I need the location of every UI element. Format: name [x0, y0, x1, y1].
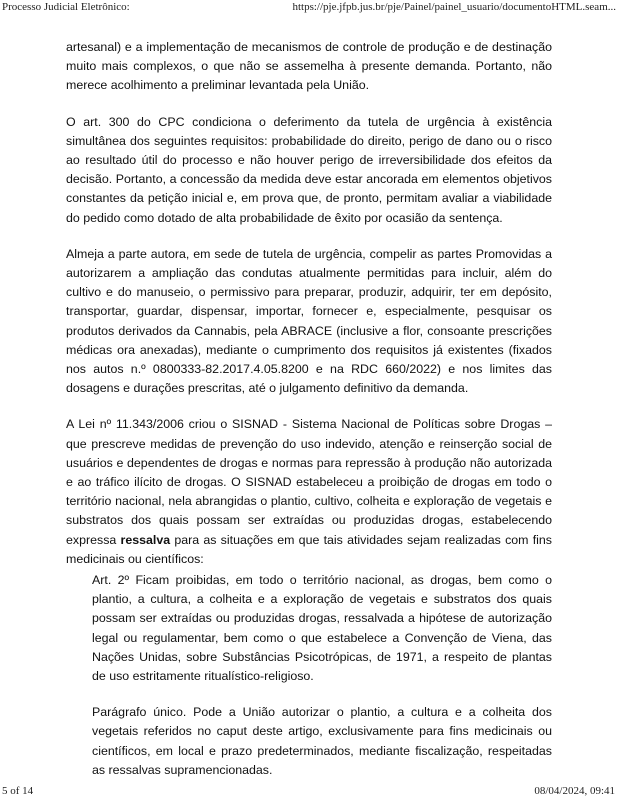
- paragraph-lei-text-2: para as situações em que tais atividades sejam realizadas com fins medicinais ou científicos:: [66, 532, 552, 566]
- paragraph-pedido: Almeja a parte autora, em sede de tutela de urgência, compelir as partes Promovidas a autorizarem a ampliação das condutas atualmente permitidas para incluir, além do cultivo e do manuseio, o permissivo para preparar, produzir, adquirir, ter em depósito, transportar, guardar, dispensar, importar, fornecer e, especialmente, pesquisar os produtos derivados da Cannabis, pela ABRACE (inclusive a flor, consoante prescrições médicas ora anexadas), mediante o cumprimento dos requisitos já existentes (fixados nos autos n.º 0800333-82.2017.4.05.8200 e na RDC 660/2022) e nos limites das dosagens e durações prescritas, até o julgamento definitivo da demanda.: [66, 246, 552, 396]
- paragraph-lei-bold: ressalva: [120, 532, 171, 547]
- paragraph-preliminar: artesanal) e a implementação de mecanismos de controle de produção e de destinação muito mais complexos, o que não se assemelha à presente demanda. Portanto, não merece acolhimento a preliminar levantada pela União.: [66, 40, 552, 93]
- document-body: [66, 38, 552, 586]
- quote-paragrafo-unico: Parágrafo único. Pode a União autorizar o plantio, a cultura e a colheita dos vegetais referidos no caput deste artigo, exclusivamente para fins medicinais ou científicos, em local e prazo predeterminados, mediante fiscalização, respeitadas as ressalvas supramencionadas.: [92, 705, 552, 777]
- print-footer: [0, 785, 618, 799]
- quote-art-2: Art. 2º Ficam proibidas, em todo o território nacional, as drogas, bem como o plantio, a cultura, a colheita e a exploração de vegetais e substratos dos quais possam ser extraídas ou produzidas drogas, ressalvada a hipótese de autorização legal ou regulamentar, bem como o que estabelece a Convenção de Viena, das Nações Unidas, sobre Substâncias Psicotrópicas, de 1971, a respeito de plantas de uso estritamente ritualístico-religioso.: [92, 573, 552, 684]
- print-header: [0, 0, 618, 16]
- legal-quote: [92, 571, 552, 797]
- header-url: https://pje.jfpb.jus.br/pje/Painel/painel_usuario/documentoHTML.seam...: [292, 1, 616, 13]
- print-datetime: 08/04/2024, 09:41: [534, 785, 615, 797]
- paragraph-art-300: O art. 300 do CPC condiciona o deferimento da tutela de urgência à existência simultânea dos seguintes requisitos: probabilidade do direito, perigo de dano ou o risco ao resultado útil do processo e não houver perigo de irreversibilidade dos efeitos da decisão. Portanto, a concessão da medida deve estar ancorada em elementos objetivos constantes da petição inicial e, em prova que, de pronto, permitam avaliar a viabilidade do pedido como dotado de alta probabilidade de êxito por ocasião da sentença.: [66, 114, 552, 225]
- paragraph-lei-sisnad: [66, 415, 552, 569]
- paragraph-lei-text-1: A Lei nº 11.343/2006 criou o SISNAD - Sistema Nacional de Políticas sobre Drogas – que prescreve medidas de prevenção do uso indevido, atenção e reinserção social de usuários e dependentes de drogas e normas para repressão à produção não autorizada e ao tráfico ilícito de drogas. O SISNAD estabeleceu a proibição de drogas em todo o território nacional, nela abrangidas o plantio, cultivo, colheita e exploração de vegetais e substratos dos quais possam ser extraídas ou produzidas drogas, estabelecendo expressa: [66, 417, 552, 547]
- page-number: 5 of 14: [2, 785, 34, 797]
- header-title: Processo Judicial Eletrônico:: [2, 1, 130, 13]
